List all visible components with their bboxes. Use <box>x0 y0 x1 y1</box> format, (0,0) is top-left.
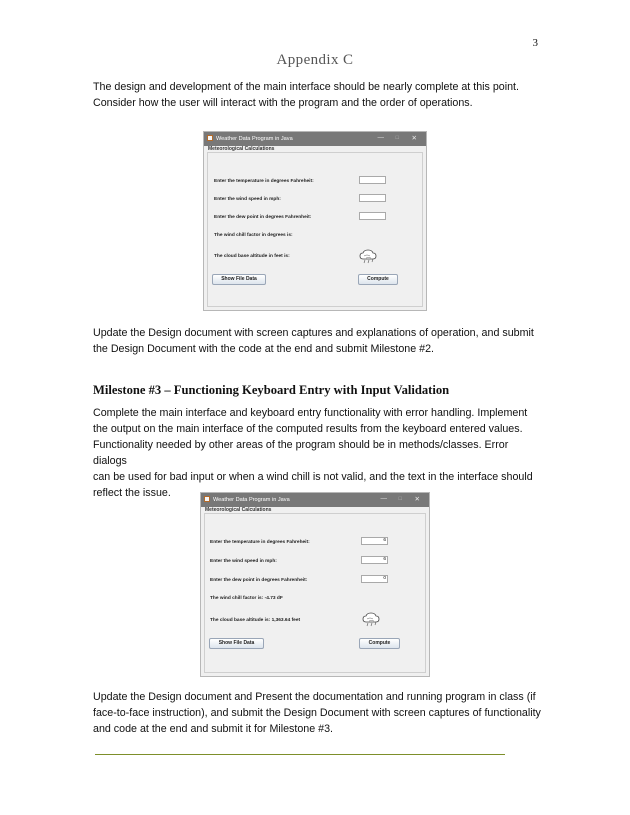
update-paragraph-2 <box>93 689 543 737</box>
wind-chill-output: The wind chill factor is: -4.73 dF <box>210 596 283 601</box>
compute-button[interactable]: Compute <box>358 274 398 285</box>
update-line: face-to-face instruction), and submit the Design Document with screen captures of functionality <box>93 707 541 719</box>
cloud-base-output: The cloud base altitude in feet is: <box>214 254 290 259</box>
wind-speed-label: Enter the wind speed in mph: <box>214 197 281 202</box>
dew-point-input[interactable] <box>359 212 386 220</box>
show-file-data-button[interactable]: Show File Data <box>212 274 266 285</box>
update-line: Update the Design document with screen captures and explanations of operation, and submit <box>93 327 534 339</box>
maximize-icon[interactable]: □ <box>395 135 399 141</box>
appendix-title: Appendix C <box>276 52 354 68</box>
minimize-icon[interactable]: — <box>377 134 384 141</box>
dew-point-label: Enter the dew point in degrees Fahrenheit: <box>214 215 312 220</box>
footer-rule <box>95 754 505 755</box>
dew-point-label: Enter the dew point in degrees Fahrenheit: <box>210 578 308 583</box>
intro-line: Consider how the user will interact with the program and the order of operations. <box>93 97 473 109</box>
cloud-icon <box>361 611 381 627</box>
temperature-input[interactable]: 6 <box>361 537 388 545</box>
milestone-line: the output on the main interface of the computed results from the keyboard entered values. <box>93 423 523 435</box>
close-icon[interactable]: ✕ <box>411 135 417 142</box>
show-file-data-button[interactable]: Show File Data <box>209 638 264 649</box>
compute-button[interactable]: Compute <box>359 638 400 649</box>
milestone-line: reflect the issue. <box>93 487 171 499</box>
intro-paragraph <box>93 79 543 111</box>
intro-line: The design and development of the main interface should be nearly complete at this point. <box>93 81 519 93</box>
wind-chill-output: The wind chill factor in degrees is: <box>214 233 293 238</box>
weather-app-window-filled <box>200 492 430 677</box>
milestone-3-heading: Milestone #3 – Functioning Keyboard Entry with Input Validation <box>93 383 450 397</box>
page-number: 3 <box>532 37 538 49</box>
wind-speed-input[interactable]: 6 <box>361 556 388 564</box>
temperature-input[interactable] <box>359 176 386 184</box>
milestone-3-paragraph <box>93 405 543 501</box>
window-titlebar <box>201 493 429 507</box>
close-icon[interactable]: ✕ <box>414 496 420 503</box>
group-label: Meteorological Calculations <box>208 146 275 152</box>
cloud-base-output: The cloud base altitude is: 1,363.64 feet <box>210 618 301 623</box>
wind-speed-input[interactable] <box>359 194 386 202</box>
milestone-line: can be used for bad input or when a wind chill is not valid, and the text in the interface should <box>93 471 533 483</box>
window-titlebar <box>204 132 426 146</box>
milestone-line: Functionality needed by other areas of the program should be in methods/classes. Error dialogs <box>93 439 509 467</box>
update-line: Update the Design document and Present the documentation and running program in class (if <box>93 691 536 703</box>
maximize-icon[interactable]: □ <box>398 496 402 502</box>
dew-point-input[interactable]: 0 <box>361 575 388 583</box>
weather-app-window-empty <box>203 131 427 311</box>
java-app-icon <box>204 496 210 502</box>
milestone-line: Complete the main interface and keyboard entry functionality with error handling. Implement <box>93 407 528 419</box>
update-line: the Design Document with the code at the end and submit Milestone #2. <box>93 343 435 355</box>
wind-speed-label: Enter the wind speed in mph: <box>210 559 277 564</box>
temperature-label: Enter the temperature in degrees Fahreheit: <box>214 179 314 184</box>
java-app-icon <box>207 135 213 141</box>
minimize-icon[interactable]: — <box>380 495 387 502</box>
group-label: Meteorological Calculations <box>205 507 272 513</box>
temperature-label: Enter the temperature in degrees Fahreheit: <box>210 540 310 545</box>
window-title: Weather Data Program in Java <box>216 135 293 142</box>
calculations-panel <box>204 513 426 673</box>
window-title: Weather Data Program in Java <box>213 496 290 503</box>
update-line: and code at the end and submit it for Milestone #3. <box>93 723 334 735</box>
cloud-icon <box>358 248 378 264</box>
update-paragraph-1 <box>93 325 543 357</box>
